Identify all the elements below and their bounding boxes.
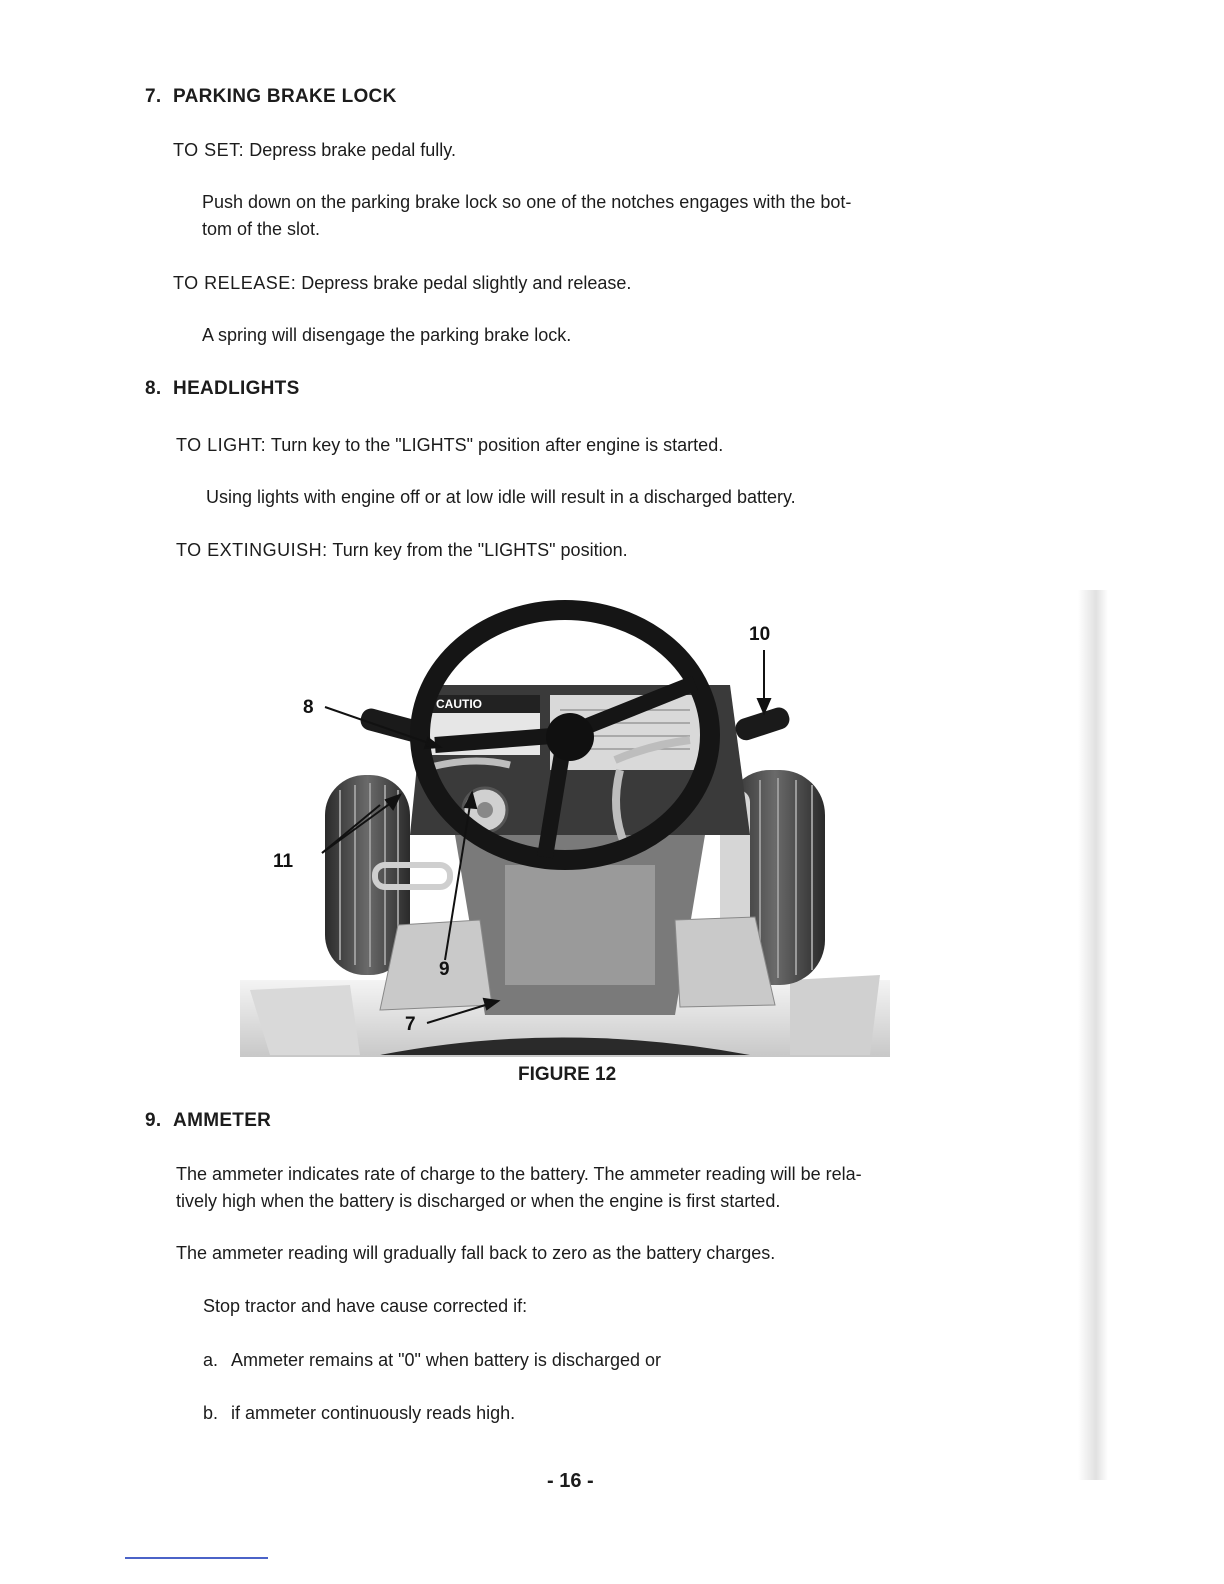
list-item-b [203, 1400, 515, 1427]
section-9-title: AMMETER [173, 1110, 272, 1131]
section-7-title: PARKING BRAKE LOCK [173, 86, 397, 107]
figure-caption: FIGURE 12 [518, 1064, 617, 1085]
section-7-set [173, 137, 456, 164]
section-7-number: 7. [145, 86, 162, 107]
ammeter-para-3: Stop tractor and have cause corrected if: [203, 1296, 528, 1316]
callout-8: 8 [303, 697, 314, 718]
section-8-extinguish [176, 537, 628, 564]
ammeter-para-2: The ammeter reading will gradually fall back to zero as the battery charges. [176, 1243, 776, 1263]
callout-9: 9 [439, 959, 450, 980]
release-text: Depress brake pedal slightly and release. [301, 273, 632, 293]
light-detail: Using lights with engine off or at low idle will result in a discharged battery. [206, 487, 796, 507]
ammeter-para-1-line-1: The ammeter indicates rate of charge to the battery. The ammeter reading will be rela- [176, 1164, 862, 1184]
callout-7: 7 [405, 1014, 416, 1035]
section-8-heading [145, 378, 300, 400]
release-detail: A spring will disengage the parking brake lock. [202, 325, 572, 345]
set-detail-line-2: tom of the slot. [202, 219, 321, 239]
list-item-a [203, 1347, 661, 1374]
figure-12-photo [230, 595, 900, 1065]
light-label: TO LIGHT: [176, 435, 267, 455]
list-item-a-marker: a. [203, 1350, 219, 1370]
section-7-release [173, 270, 631, 297]
light-text: Turn key to the "LIGHTS" position after engine is started. [270, 435, 724, 455]
callout-11: 11 [273, 851, 294, 872]
list-item-a-text: Ammeter remains at "0" when battery is discharged or [231, 1350, 661, 1370]
list-item-b-text: if ammeter continuously reads high. [231, 1403, 516, 1423]
release-label: TO RELEASE: [173, 273, 297, 293]
section-8-title: HEADLIGHTS [173, 378, 300, 399]
set-label: TO SET: [173, 140, 245, 160]
callout-10: 10 [749, 624, 771, 645]
list-item-b-marker: b. [203, 1403, 219, 1423]
page-number: - 16 - [547, 1470, 594, 1492]
ammeter-para-1-line-2: tively high when the battery is discharged or when the engine is first started. [176, 1191, 781, 1211]
section-7-heading [145, 86, 397, 108]
section-9-number: 9. [145, 1110, 162, 1131]
section-8-light [176, 432, 723, 459]
set-detail-line-1: Push down on the parking brake lock so one of the notches engages with the bot- [202, 192, 852, 212]
extinguish-text: Turn key from the "LIGHTS" position. [332, 540, 628, 560]
scan-edge-shadow [1078, 590, 1108, 1480]
extinguish-label: TO EXTINGUISH: [176, 540, 328, 560]
set-text: Depress brake pedal fully. [249, 140, 456, 160]
bottom-rule [125, 1557, 268, 1559]
section-8-number: 8. [145, 378, 162, 399]
section-9-heading [145, 1110, 271, 1132]
caution-decal-text: CAUTIO [436, 697, 482, 711]
